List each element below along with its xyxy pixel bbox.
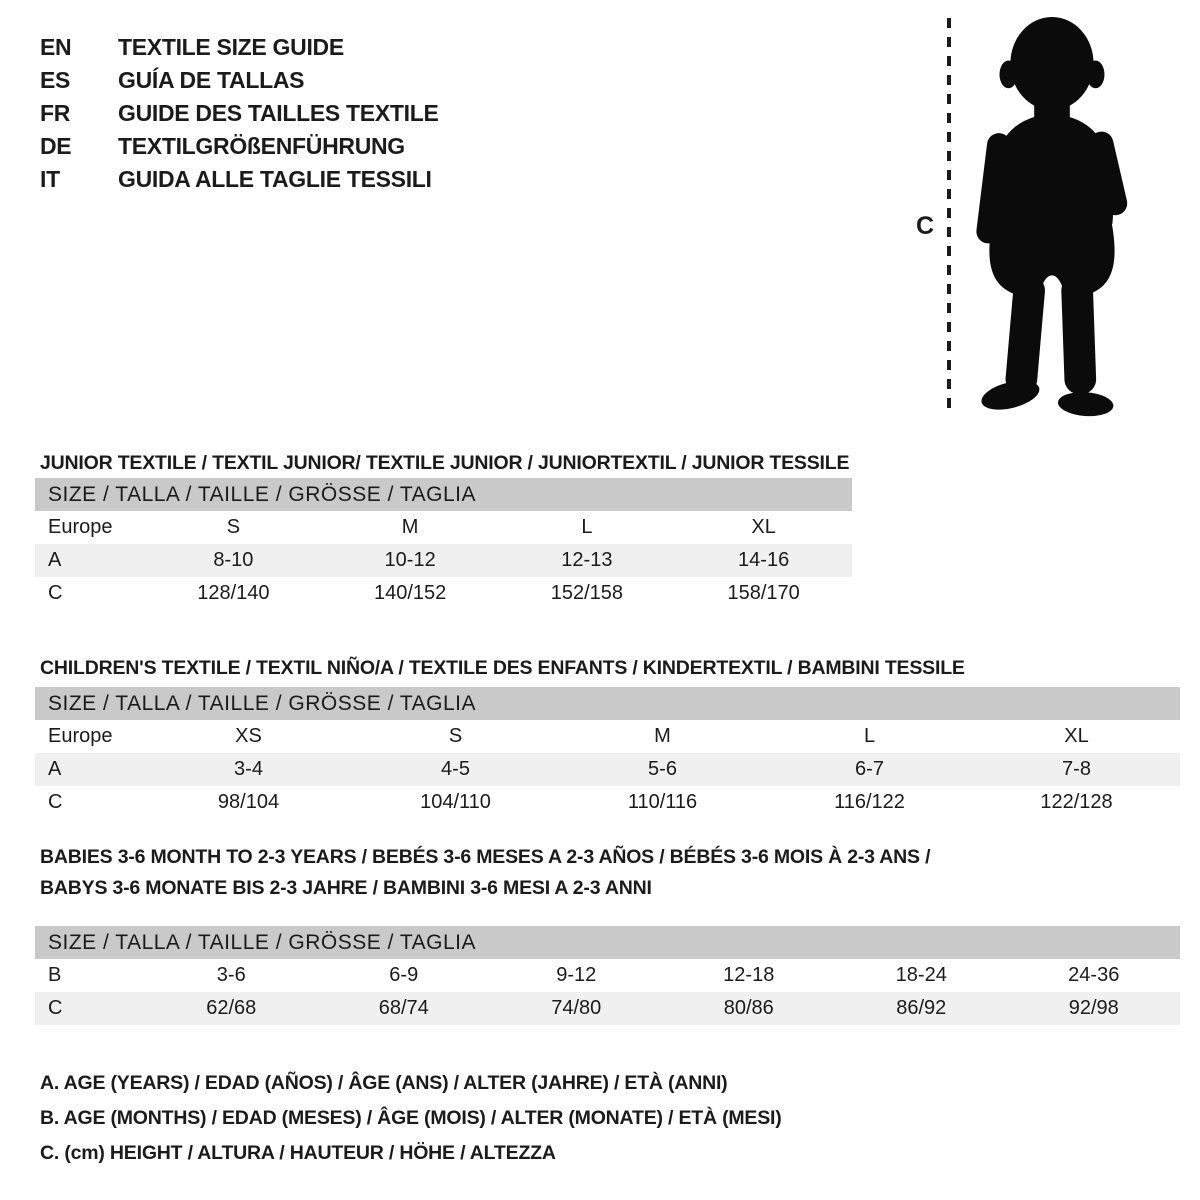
guide-title-it: GUIDA ALLE TAGLIE TESSILI <box>118 166 432 192</box>
size-value-cell: XL <box>1064 725 1089 747</box>
size-value-cell: 98/104 <box>217 791 280 813</box>
language-code: ES <box>40 67 71 93</box>
size-header-bar-junior: SIZE / TALLA / TAILLE / GRÖSSE / TAGLIA <box>35 478 852 511</box>
row-label: C <box>48 791 63 813</box>
legend-age-years: A. AGE (YEARS) / EDAD (AÑOS) / ÂGE (ANS) / ALTER (JAHRE) / ETÀ (ANNI) <box>40 1072 728 1094</box>
table-row <box>35 959 1180 992</box>
size-value-cell: 80/86 <box>723 997 774 1019</box>
toddler-silhouette-icon <box>962 12 1140 418</box>
size-value-cell: 74/80 <box>551 997 602 1019</box>
language-row-it <box>40 163 439 196</box>
table-row <box>35 992 1180 1025</box>
size-value-cell: L <box>581 516 593 538</box>
table-row <box>35 753 1180 786</box>
size-value-cell: 3-4 <box>234 758 263 780</box>
size-value-cell: 14-16 <box>738 549 790 571</box>
size-value-cell: 122/128 <box>1040 791 1113 813</box>
section-title-children: CHILDREN'S TEXTILE / TEXTIL NIÑO/A / TEXTILE DES ENFANTS / KINDERTEXTIL / BAMBINI TESSILE <box>40 657 965 680</box>
language-row-es <box>40 64 439 97</box>
size-value-cell: 3-6 <box>216 964 246 986</box>
row-label: Europe <box>48 516 113 538</box>
size-value-cell: 62/68 <box>206 997 257 1019</box>
size-value-cell: 6-9 <box>389 964 419 986</box>
table-row <box>35 786 1180 819</box>
row-label: B <box>48 964 62 986</box>
size-value-cell: L <box>863 725 876 747</box>
size-value-cell: M <box>654 725 671 747</box>
guide-title-es: GUÍA DE TALLAS <box>118 67 305 93</box>
size-value-cell: S <box>448 725 463 747</box>
size-value-cell: 104/110 <box>420 791 491 813</box>
guide-title-en: TEXTILE SIZE GUIDE <box>118 34 344 60</box>
size-value-cell: 110/116 <box>627 791 698 813</box>
table-row <box>35 544 852 577</box>
size-value-cell: XL <box>751 516 776 538</box>
table-row <box>35 720 1180 753</box>
language-code: FR <box>40 100 71 126</box>
row-label: A <box>48 549 62 571</box>
size-table-junior <box>35 511 852 610</box>
size-value-cell: S <box>226 516 241 538</box>
size-value-cell: M <box>401 516 419 538</box>
size-value-cell: 12-13 <box>561 549 613 571</box>
section-title-babies-line2: BABYS 3-6 MONATE BIS 2-3 JAHRE / BAMBINI 3-6 MESI A 2-3 ANNI <box>40 877 652 899</box>
table-row <box>35 577 852 610</box>
height-dashed-line <box>947 18 951 416</box>
section-title-babies-line1: BABIES 3-6 MONTH TO 2-3 YEARS / BEBÉS 3-6 MESES A 2-3 AÑOS / BÉBÉS 3-6 MOIS À 2-3 ANS / <box>40 846 931 868</box>
size-value-cell: 86/92 <box>896 997 947 1019</box>
size-value-cell: 10-12 <box>384 549 436 571</box>
size-value-cell: 18-24 <box>895 964 947 986</box>
legend-age-months: B. AGE (MONTHS) / EDAD (MESES) / ÂGE (MOIS) / ALTER (MONATE) / ETÀ (MESI) <box>40 1107 782 1129</box>
row-label: Europe <box>48 725 113 747</box>
row-label: A <box>48 758 62 780</box>
size-value-cell: 158/170 <box>727 582 800 604</box>
legend-height-cm: C. (cm) HEIGHT / ALTURA / HAUTEUR / HÖHE / ALTEZZA <box>40 1142 556 1164</box>
language-row-en <box>40 31 439 64</box>
size-value-cell: 4-5 <box>441 758 470 780</box>
size-value-cell: 128/140 <box>197 582 270 604</box>
guide-title-fr: GUIDE DES TAILLES TEXTILE <box>118 100 439 126</box>
size-value-cell: 9-12 <box>556 964 597 986</box>
size-value-cell: 5-6 <box>648 758 677 780</box>
language-code: EN <box>40 34 72 60</box>
size-table-babies <box>35 959 1180 1025</box>
size-value-cell: 6-7 <box>855 758 884 780</box>
language-row-fr <box>40 97 439 130</box>
size-header-bar-babies: SIZE / TALLA / TAILLE / GRÖSSE / TAGLIA <box>35 926 1180 959</box>
size-value-cell: 68/74 <box>378 997 429 1019</box>
size-header-bar-children: SIZE / TALLA / TAILLE / GRÖSSE / TAGLIA <box>35 687 1180 720</box>
size-value-cell: 92/98 <box>1068 997 1119 1019</box>
section-title-junior: JUNIOR TEXTILE / TEXTIL JUNIOR/ TEXTILE JUNIOR / JUNIORTEXTIL / JUNIOR TESSILE <box>40 452 850 475</box>
size-value-cell: 152/158 <box>550 582 624 604</box>
language-row-de <box>40 130 439 163</box>
guide-title-de: TEXTILGRÖßENFÜHRUNG <box>118 133 405 159</box>
legend <box>40 1066 782 1171</box>
size-value-cell: 12-18 <box>723 964 775 986</box>
height-measure-label: C <box>916 212 935 240</box>
size-value-cell: XS <box>235 725 262 747</box>
table-row <box>35 511 852 544</box>
size-table-children <box>35 720 1180 819</box>
language-code: DE <box>40 133 72 159</box>
row-label: C <box>48 997 63 1019</box>
row-label: C <box>48 582 63 604</box>
language-code: IT <box>40 166 60 192</box>
size-value-cell: 8-10 <box>213 549 254 571</box>
size-value-cell: 140/152 <box>373 582 447 604</box>
size-value-cell: 24-36 <box>1068 964 1120 986</box>
section-title-babies <box>40 842 930 904</box>
size-value-cell: 7-8 <box>1062 758 1091 780</box>
size-value-cell: 116/122 <box>834 791 905 813</box>
language-title-list <box>40 31 439 196</box>
